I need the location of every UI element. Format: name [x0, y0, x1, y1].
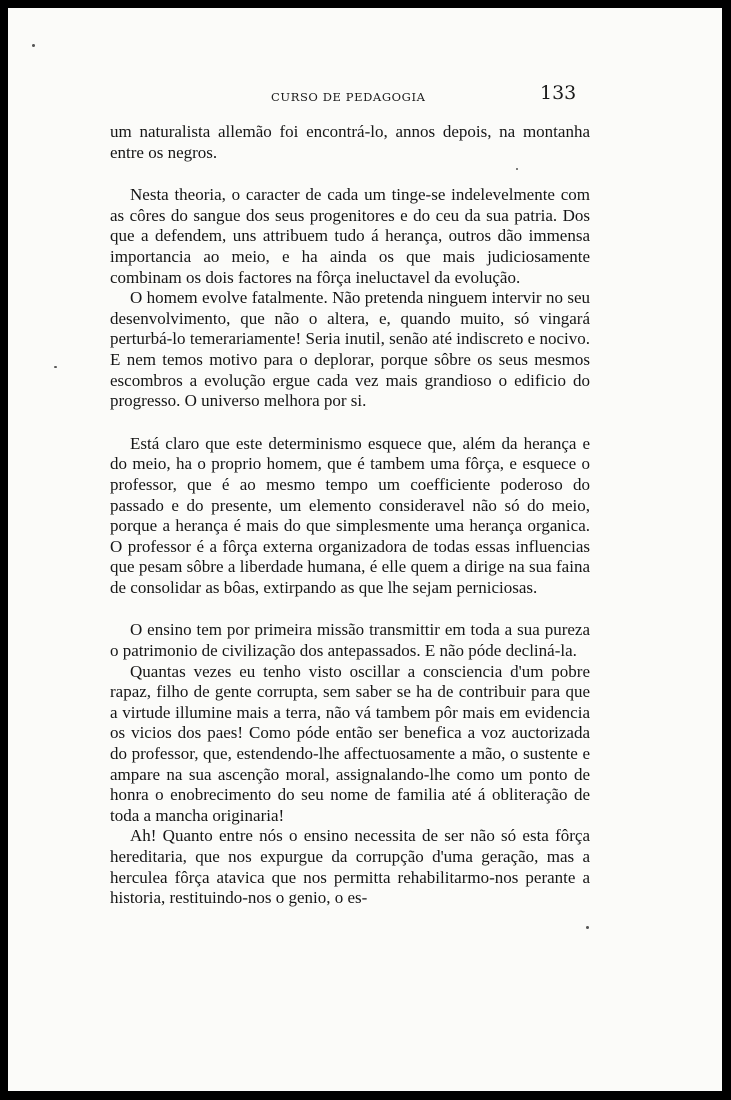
paper-speck — [54, 366, 57, 368]
book-page — [8, 8, 722, 1091]
paragraph-conscience: Quantas vezes eu tenho visto oscillar a consciencia d'um pobre rapaz, filho de gente corrupta, sem saber se ha de contribuir para que a virtude illumine mais a terra, não vá tambem pôr mais em evidencia os vicios dos paes! Como póde então ser benefica a voz auctorizada do professor, que, estendendo-lhe affectuosamente a mão, o sustente e ampare na sua ascenção moral, assignalando-lhe como um ponto de honra o enobrecimento do seu nome de familia até á obliteração de toda a mancha originaria! — [110, 661, 590, 825]
paragraph-teaching-mission: O ensino tem por primeira missão transmittir em toda a sua pureza o patrimonio de civilização dos antepassados. E não póde decliná-la. — [110, 620, 590, 661]
page-header — [8, 80, 722, 104]
paper-speck — [32, 44, 35, 47]
paper-speck — [516, 168, 518, 170]
page-number: 133 — [540, 82, 577, 104]
paragraph-theory: Nesta theoria, o caracter de cada um tinge-se indelevelmente com as côres do sangue dos seus progenitores e do ceu da sua patria. Dos que a defendem, uns attribuem tudo á herança, outros dão immensa importancia ao meio, e ha ainda os que mais judiciosamente combinam os dois factores na fôrça ineluctavel da evolução. — [110, 185, 590, 287]
paper-speck — [586, 926, 589, 929]
paragraph-continuation: um naturalista allemão foi encontrá-lo, annos depois, na montanha entre os negros. — [110, 122, 590, 162]
paragraph-heredity: Ah! Quanto entre nós o ensino necessita de ser não só esta fôrça hereditaria, que nos expurgue da corrupção d'uma geração, mas a herculea fôrça atavica que nos permitta rehabilitarmo-nos perante a historia, restituindo-nos o genio, o es- — [110, 826, 590, 908]
paragraph-evolution: O homem evolve fatalmente. Não pretenda ninguem intervir no seu desenvolvimento, que não o altera, e, quando muito, só vingará perturbá-lo temerariamente! Seria inutil, senão até indiscreto e nocivo. E nem temos motivo para o deplorar, porque sôbre os seus mesmos escombros a evolução ergue cada vez mais grandioso o edificio do progresso. O universo melhora por si. — [110, 288, 590, 411]
body-text — [110, 122, 590, 909]
running-head: CURSO DE PEDAGOGIA — [271, 90, 426, 104]
paragraph-determinism: Está claro que este determinismo esquece que, além da herança e do meio, ha o proprio homem, que é tambem uma fôrça, e esquece o professor, que é ao mesmo tempo um coefficiente poderoso do passado e do presente, um elemento consideravel não só do meio, porque a herança é mais do que simplesmente uma herança organica. O professor é a fôrça externa organizadora de todas essas influencias que pesam sôbre a liberdade humana, é elle quem a dirige na sua faina de consolidar as bôas, extirpando as que lhe sejam perniciosas. — [110, 433, 590, 597]
